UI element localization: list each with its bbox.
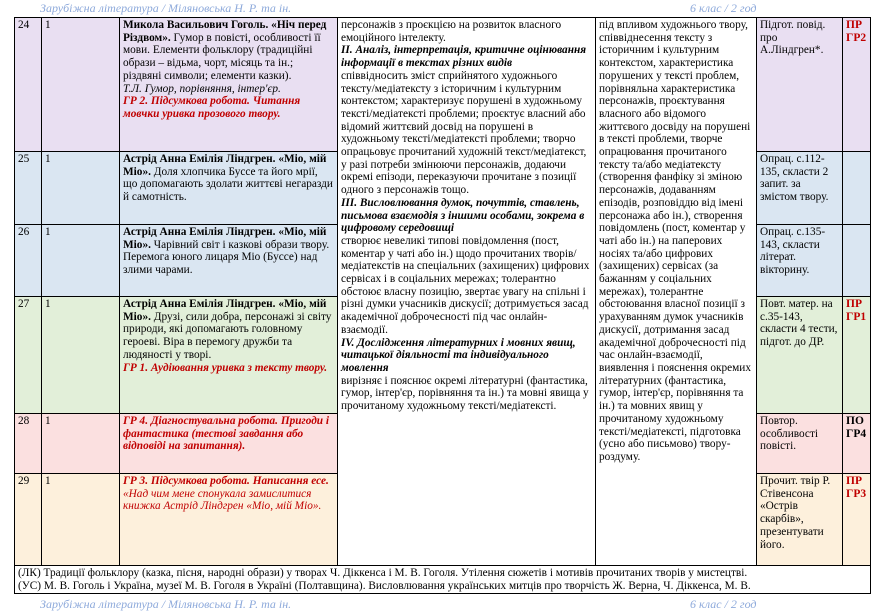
lesson-description: ГР 3. Підсумкова робота. Написання есе. (123, 475, 329, 487)
lesson-topic (120, 414, 338, 474)
lesson-number: 28 (15, 414, 42, 474)
outcomes-heading-2: ІІ. Аналіз, інтерпретація, критичне оцінювання інформації в текстах різних видів (341, 44, 587, 70)
page-running-footer (0, 597, 873, 611)
lesson-title: Астрід Анна Емілія Ліндгрен. «Міо, мій Міо». (123, 298, 327, 323)
lesson-hours: 1 (42, 297, 120, 414)
lesson-plan-table (14, 17, 871, 594)
outcomes-text-1: персонажів з проєкцією на розвиток власного емоційного інтелекту. (341, 19, 562, 44)
lesson-topic (120, 297, 338, 414)
table-row (15, 18, 871, 152)
literary-theory-note: Т.Л. Гумор, порівняння, інтер'єр. (123, 82, 281, 95)
outcomes-text-2: співвідносить зміст сприйнятого художнього тексту/медіатексту з історичним і культурним контекстом; характеризує порушені в художньому тексті/медіатексті проблеми; проєктує власний або відомий життєвий досвід на порушені в художньому тексті/медіатексті проблеми; творчо опрацьовує прочитаний художній текст/медіатекст, у разі потреби змінюючи персонажів, додаючи окремі епізоди, переказуючи прочитане з позиції одного з персонажів тощо. (341, 69, 587, 197)
homework-cell: Підгот. повід. про А.Ліндгрен*. (757, 18, 843, 152)
assessment-code: ПР ГР3 (843, 474, 871, 566)
lesson-topic (120, 474, 338, 566)
lesson-hours: 1 (42, 18, 120, 152)
lesson-title: Астрід Анна Емілія Ліндгрен. «Міо, мій Міо». (123, 153, 327, 178)
homework-cell: Опрац. с.135-143, скласти літерат. вікторину. (757, 225, 843, 297)
lesson-number: 25 (15, 152, 42, 225)
lesson-topic (120, 18, 338, 152)
footnotes-cell (15, 566, 871, 594)
assessment-code: ПР ГР2 (843, 18, 871, 152)
outcomes-text-3: створює невеликі типові повідомлення (пост, коментар у чаті або ін.) щодо прочитаних творів/медіатекстів на спеціальних (захищених) цифрових сервісах і в соціальних мережах; толерантно обстоює власну позицію, звертає увагу на спільні і різні думки учасників дискусії; дотримується засад академічної доброчесності під час онлайн-взаємодії. (341, 234, 590, 336)
assessment-code (843, 225, 871, 297)
lesson-description: Друзі, сили добра, персонажі зі світу природи, які допомагають головному героеві. Віра в перемогу дружби та людяності у творі. (123, 310, 332, 361)
assessment-code: ПО ГР4 (843, 414, 871, 474)
footnote-us: (УС) М. В. Гоголь і Україна, музеї М. В. Гоголя в Україні (Полтавщина). Висловлювання українських митців про творчість Ж. Верна, Ч. Діккенса, М. В. (18, 579, 751, 592)
lesson-number: 27 (15, 297, 42, 414)
lesson-title: Микола Васильович Гоголь. «Ніч перед Різдвом». (123, 19, 327, 44)
lesson-topic (120, 152, 338, 225)
lesson-hours: 1 (42, 474, 120, 566)
lesson-description: Доля хлопчика Буссе та його мрії, що допомагають здолати життєві негаразди й самотність. (123, 165, 333, 204)
lesson-hours: 1 (42, 414, 120, 474)
homework-cell: Повт. матер. на с.35-143, скласти 4 тести, підгот. до ДР. (757, 297, 843, 414)
page-running-header (0, 1, 873, 15)
running-header-right: 6 клас / 2 год (690, 1, 757, 15)
running-header-left: Зарубіжна література / Міляновська Н. Р. та ін. (40, 1, 292, 15)
lesson-title: Астрід Анна Емілія Ліндгрен. «Міо, мій Міо». (123, 226, 327, 251)
assessment-code: ПР ГР1 (843, 297, 871, 414)
outcomes-heading-4: ІV. Дослідження літературних і мовних явищ, читацької діяльності та індивідуального мовлення (341, 336, 576, 374)
lesson-number: 26 (15, 225, 42, 297)
table-row (15, 566, 871, 594)
footnote-lk: (ЛК) Традиції фольклору (казка, пісня, народні образи) у творах Ч. Діккенса і М. В. Гоголя. Утілення сюжетів і мотивів прочитаних творів у мистецтві. (18, 567, 748, 579)
homework-cell: Опрац. с.112-135, скласти 2 запит. за змістом твору. (757, 152, 843, 225)
lesson-description: Гумор в повісті, особливості її мови. Елементи фольклору (традиційні образи – відьма, чорт, місяць та ін.; різдвяні символи; елементи казки). (123, 31, 321, 82)
outcomes-heading-3: ІІІ. Висловлювання думок, почуттів, ставлень, письмова взаємодія з іншими особами, зокрема в цифровому середовищі (341, 196, 585, 235)
running-footer-right: 6 клас / 2 год (690, 597, 757, 611)
lesson-description: ГР 4. Діагностувальна робота. Пригоди і фантастика (тестові завдання або відповіді на запитання). (123, 415, 330, 453)
outcomes-text-4: вирізняє і пояснює окремі літературні (фантастика, гумор, інтер'єр, порівняння та ін.) та мовні явища у прочитаному художньому тексті/медіатексті. (341, 374, 589, 413)
assessment-code (843, 152, 871, 225)
running-footer-left: Зарубіжна література / Міляновська Н. Р. та ін. (40, 597, 292, 611)
homework-cell: Прочит. твір Р. Стівенсона «Острів скарбів», презентувати його. (757, 474, 843, 566)
activities-cell (596, 18, 757, 566)
lesson-hours: 1 (42, 152, 120, 225)
essay-topic: «Над чим мене спонукала замислитися книжка Астрід Ліндгрен «Міо, мій Міо». (123, 487, 322, 513)
assessment-note: ГР 1. Аудіювання уривка з тексту твору. (123, 361, 328, 374)
lesson-number: 24 (15, 18, 42, 152)
expected-outcomes-cell (338, 18, 596, 566)
assessment-note: ГР 2. Підсумкова робота. Читання мовчки уривка прозового твору. (123, 95, 301, 120)
lesson-topic (120, 225, 338, 297)
lesson-number: 29 (15, 474, 42, 566)
lesson-description: Чарівний світ і казкові образи твору. Перемога юного лицаря Міо (Буссе) над злими чарами. (123, 238, 330, 277)
lesson-hours: 1 (42, 225, 120, 297)
homework-cell: Повтор. особливості повісті. (757, 414, 843, 474)
activities-text: під впливом художнього твору, співвіднесення тексту з історичним і культурним контекстом, характеристика порушених у тексті проблем, порівняльна характеристика персонажів, проєктування власного або відомого життєвого досвіду на порушені в тексті проблеми, творче опрацювання прочитаного тексту та/або медіатексту (створення фанфіку зі зміною персонажів, додаванням епізодів, розповіддю від імені персонажа або ін.), створення повідомлень (пост, коментар у чаті або ін.) на паперових носіях та/або цифрових (захищених) сервісах (за бажанням у соціальних мережах), толерантне обстоювання власної позиції з урахуванням думок учасників дискусії, дотримання засад академічної доброчесності під час онлайн-взаємодії, виявлення і пояснення окремих літературних (фантастика, гумор, інтер'єр, порівняння та ін.) та мовних явищ у прочитаному художньому тексті/медіатексті, підготовка (усно або письмово) твору-роздуму. (599, 19, 751, 463)
